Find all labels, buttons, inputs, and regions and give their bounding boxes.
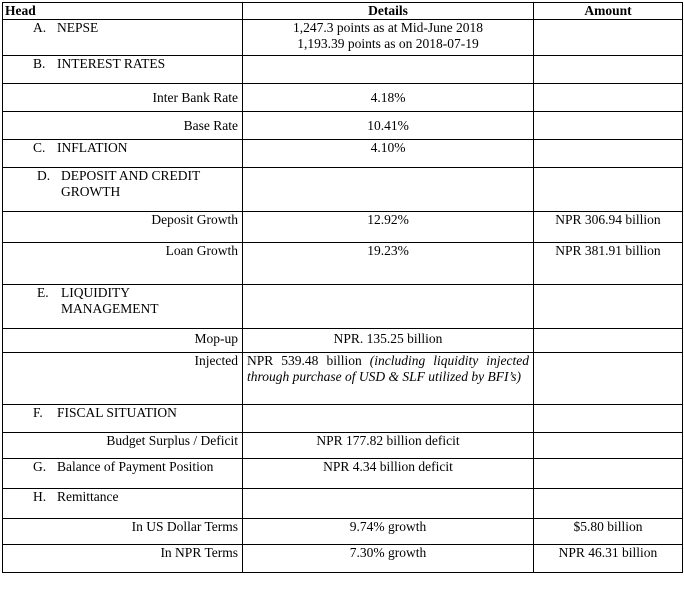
details-cell (243, 285, 534, 329)
details-cell: NPR 177.82 billion deficit (243, 433, 534, 459)
sub-label: Deposit Growth (3, 212, 243, 243)
details-cell: 1,247.3 points as at Mid-June 2018 1,193.39 points as on 2018-07-19 (243, 20, 534, 56)
row-npr-terms (3, 545, 683, 573)
amount-cell (534, 353, 683, 405)
details-cell: NPR 539.48 billion (including liquidity injected through purchase of USD & SLF utilized by BFI’s) (243, 353, 534, 405)
section-label: A. NEPSE (3, 20, 243, 56)
row-mop-up (3, 329, 683, 353)
details-cell: 7.30% growth (243, 545, 534, 573)
row-liquidity-management (3, 285, 683, 329)
row-inflation (3, 140, 683, 168)
row-us-dollar-terms (3, 519, 683, 545)
row-loan-growth (3, 243, 683, 285)
sub-label: Loan Growth (3, 243, 243, 285)
amount-cell (534, 56, 683, 84)
details-note: (including liquidity injected through purchase of USD & SLF utilized by BFI’s) (247, 353, 530, 384)
amount-cell (534, 285, 683, 329)
section-label: E. LIQUIDITY MANAGEMENT (3, 285, 243, 329)
section-label: G. Balance of Payment Position (3, 459, 243, 489)
sub-label: Base Rate (3, 112, 243, 140)
amount-cell (534, 489, 683, 519)
amount-cell (534, 168, 683, 212)
column-header-amount: Amount (534, 3, 683, 20)
row-fiscal-situation (3, 405, 683, 433)
amount-cell (534, 329, 683, 353)
details-cell (243, 168, 534, 212)
row-interest-rates (3, 56, 683, 84)
amount-cell: NPR 381.91 billion (534, 243, 683, 285)
amount-cell (534, 20, 683, 56)
column-header-details: Details (243, 3, 534, 20)
sub-label: In NPR Terms (3, 545, 243, 573)
details-cell (243, 489, 534, 519)
amount-cell: NPR 306.94 billion (534, 212, 683, 243)
amount-cell (534, 433, 683, 459)
details-cell: 4.18% (243, 84, 534, 112)
sub-label: Mop-up (3, 329, 243, 353)
section-label: B. INTEREST RATES (3, 56, 243, 84)
section-label: H. Remittance (3, 489, 243, 519)
details-cell (243, 405, 534, 433)
amount-cell (534, 459, 683, 489)
amount-cell (534, 405, 683, 433)
details-cell: 4.10% (243, 140, 534, 168)
row-budget (3, 433, 683, 459)
amount-cell (534, 140, 683, 168)
row-remittance (3, 489, 683, 519)
details-cell: 19.23% (243, 243, 534, 285)
section-label: F. FISCAL SITUATION (3, 405, 243, 433)
details-cell: 10.41% (243, 112, 534, 140)
row-injected (3, 353, 683, 405)
sub-label: Injected (3, 353, 243, 405)
row-deposit-credit-growth (3, 168, 683, 212)
row-nepse (3, 20, 683, 56)
amount-cell: $5.80 billion (534, 519, 683, 545)
economic-indicators-table (2, 2, 683, 573)
details-cell: 12.92% (243, 212, 534, 243)
amount-cell: NPR 46.31 billion (534, 545, 683, 573)
amount-cell (534, 84, 683, 112)
details-cell: 9.74% growth (243, 519, 534, 545)
sub-label: In US Dollar Terms (3, 519, 243, 545)
amount-cell (534, 112, 683, 140)
details-cell: NPR. 135.25 billion (243, 329, 534, 353)
row-deposit-growth (3, 212, 683, 243)
details-cell: NPR 4.34 billion deficit (243, 459, 534, 489)
column-header-head: Head (3, 3, 243, 20)
row-balance-of-payment (3, 459, 683, 489)
sub-label: Budget Surplus / Deficit (3, 433, 243, 459)
section-label: D. DEPOSIT AND CREDIT GROWTH (3, 168, 243, 212)
row-interbank-rate (3, 84, 683, 112)
details-cell (243, 56, 534, 84)
header-row (3, 3, 683, 20)
row-base-rate (3, 112, 683, 140)
sub-label: Inter Bank Rate (3, 84, 243, 112)
section-label: C. INFLATION (3, 140, 243, 168)
